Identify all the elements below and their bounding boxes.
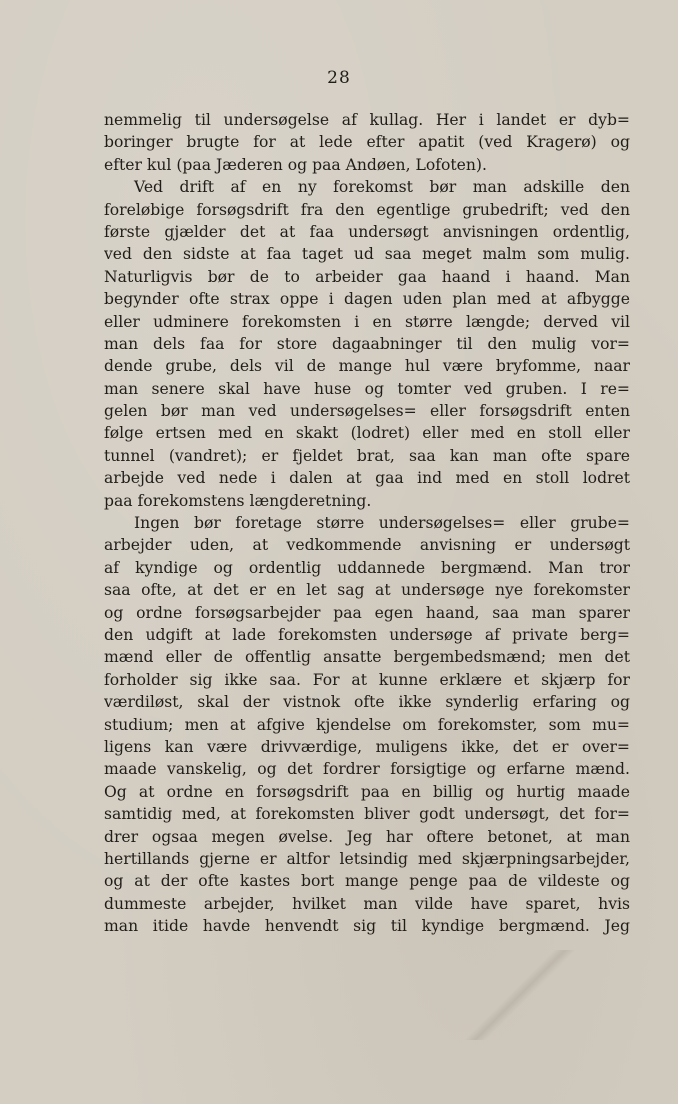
text-line: ligens kan være drivværdige, muligens ikke, det er over= (104, 737, 630, 756)
text-line: man senere skal have huse og tomter ved gruben. I re= (104, 379, 630, 398)
text-line: Ved drift af en ny forekomst bør man adskille den (134, 178, 630, 197)
text-line: begynder ofte strax oppe i dagen uden plan med at afbygge (104, 290, 630, 309)
text-line: man dels faa for store dagaabninger til den mulig vor= (104, 334, 630, 353)
text-line: dummeste arbejder, hvilket man vilde have sparet, hvis (104, 894, 630, 913)
text-line: man itide havde henvendt sig til kyndige bergmænd. Jeg (104, 917, 630, 936)
text-line: samtidig med, at forekomsten bliver godt undersøgt, det for= (104, 805, 630, 824)
text-line: den udgift at lade forekomsten undersøge af private berg= (104, 625, 630, 644)
text-line: paa forekomstens længderetning. (104, 491, 372, 510)
text-line: nemmelig til undersøgelse af kullag. Her i landet er dyb= (104, 111, 630, 129)
text-line: og at der ofte kastes bort mange penge paa de vildeste og (104, 872, 630, 891)
text-line: tunnel (vandret); er fjeldet brat, saa kan man ofte spare (104, 446, 630, 465)
body-text (104, 109, 630, 937)
text-line: følge ertsen med en skakt (lodret) eller med en stoll eller (104, 424, 630, 443)
text-line: arbejde ved nede i dalen at gaa ind med en stoll lodret (104, 469, 630, 488)
page-number: 28 (327, 68, 351, 88)
paper-crease (455, 950, 585, 1040)
text-line: maade vanskelig, og det fordrer forsigtige og erfarne mænd. (104, 760, 630, 779)
text-line: eller udminere forekomsten i en større længde; derved vil (104, 312, 630, 331)
text-line: studium; men at afgive kjendelse om forekomster, som mu= (104, 715, 630, 734)
text-line: boringer brugte for at lede efter apatit (ved Kragerø) og (104, 133, 630, 152)
text-line: forholder sig ikke saa. For at kunne erklære et skjærp for (104, 670, 630, 689)
text-line: Ingen bør foretage større undersøgelses= eller grube= (134, 514, 630, 533)
text-line: og ordne forsøgsarbejder paa egen haand, saa man sparer (104, 603, 630, 622)
text-line: Og at ordne en forsøgsdrift paa en billig og hurtig maade (104, 782, 630, 801)
text-line: drer ogsaa megen øvelse. Jeg har oftere betonet, at man (104, 827, 630, 846)
text-line: første gjælder det at faa undersøgt anvisningen ordentlig, (104, 222, 630, 241)
text-line: Naturligvis bør de to arbeider gaa haand i haand. Man (104, 267, 630, 286)
text-line: af kyndige og ordentlig uddannede bergmænd. Man tror (104, 558, 630, 577)
text-line: efter kul (paa Jæderen og paa Andøen, Lofoten). (104, 155, 487, 174)
text-line: saa ofte, at det er en let sag at undersøge nye forekomster (104, 581, 630, 600)
text-line: gelen bør man ved undersøgelses= eller forsøgsdrift enten (104, 402, 630, 421)
text-line: foreløbige forsøgsdrift fra den egentlige grubedrift; ved den (104, 200, 630, 219)
text-line: værdiløst, skal der vistnok ofte ikke synderlig erfaring og (104, 693, 630, 712)
text-line: dende grube, dels vil de mange hul være bryfomme, naar (104, 357, 630, 376)
text-line: ved den sidste at faa taget ud saa meget malm som mulig. (104, 245, 630, 264)
text-line: arbejder uden, at vedkommende anvisning er undersøgt (104, 536, 630, 555)
text-line: mænd eller de offentlig ansatte bergembedsmænd; men det (104, 648, 630, 667)
text-line: hertillands gjerne er altfor letsindig med skjærpningsarbejder, (104, 849, 630, 868)
